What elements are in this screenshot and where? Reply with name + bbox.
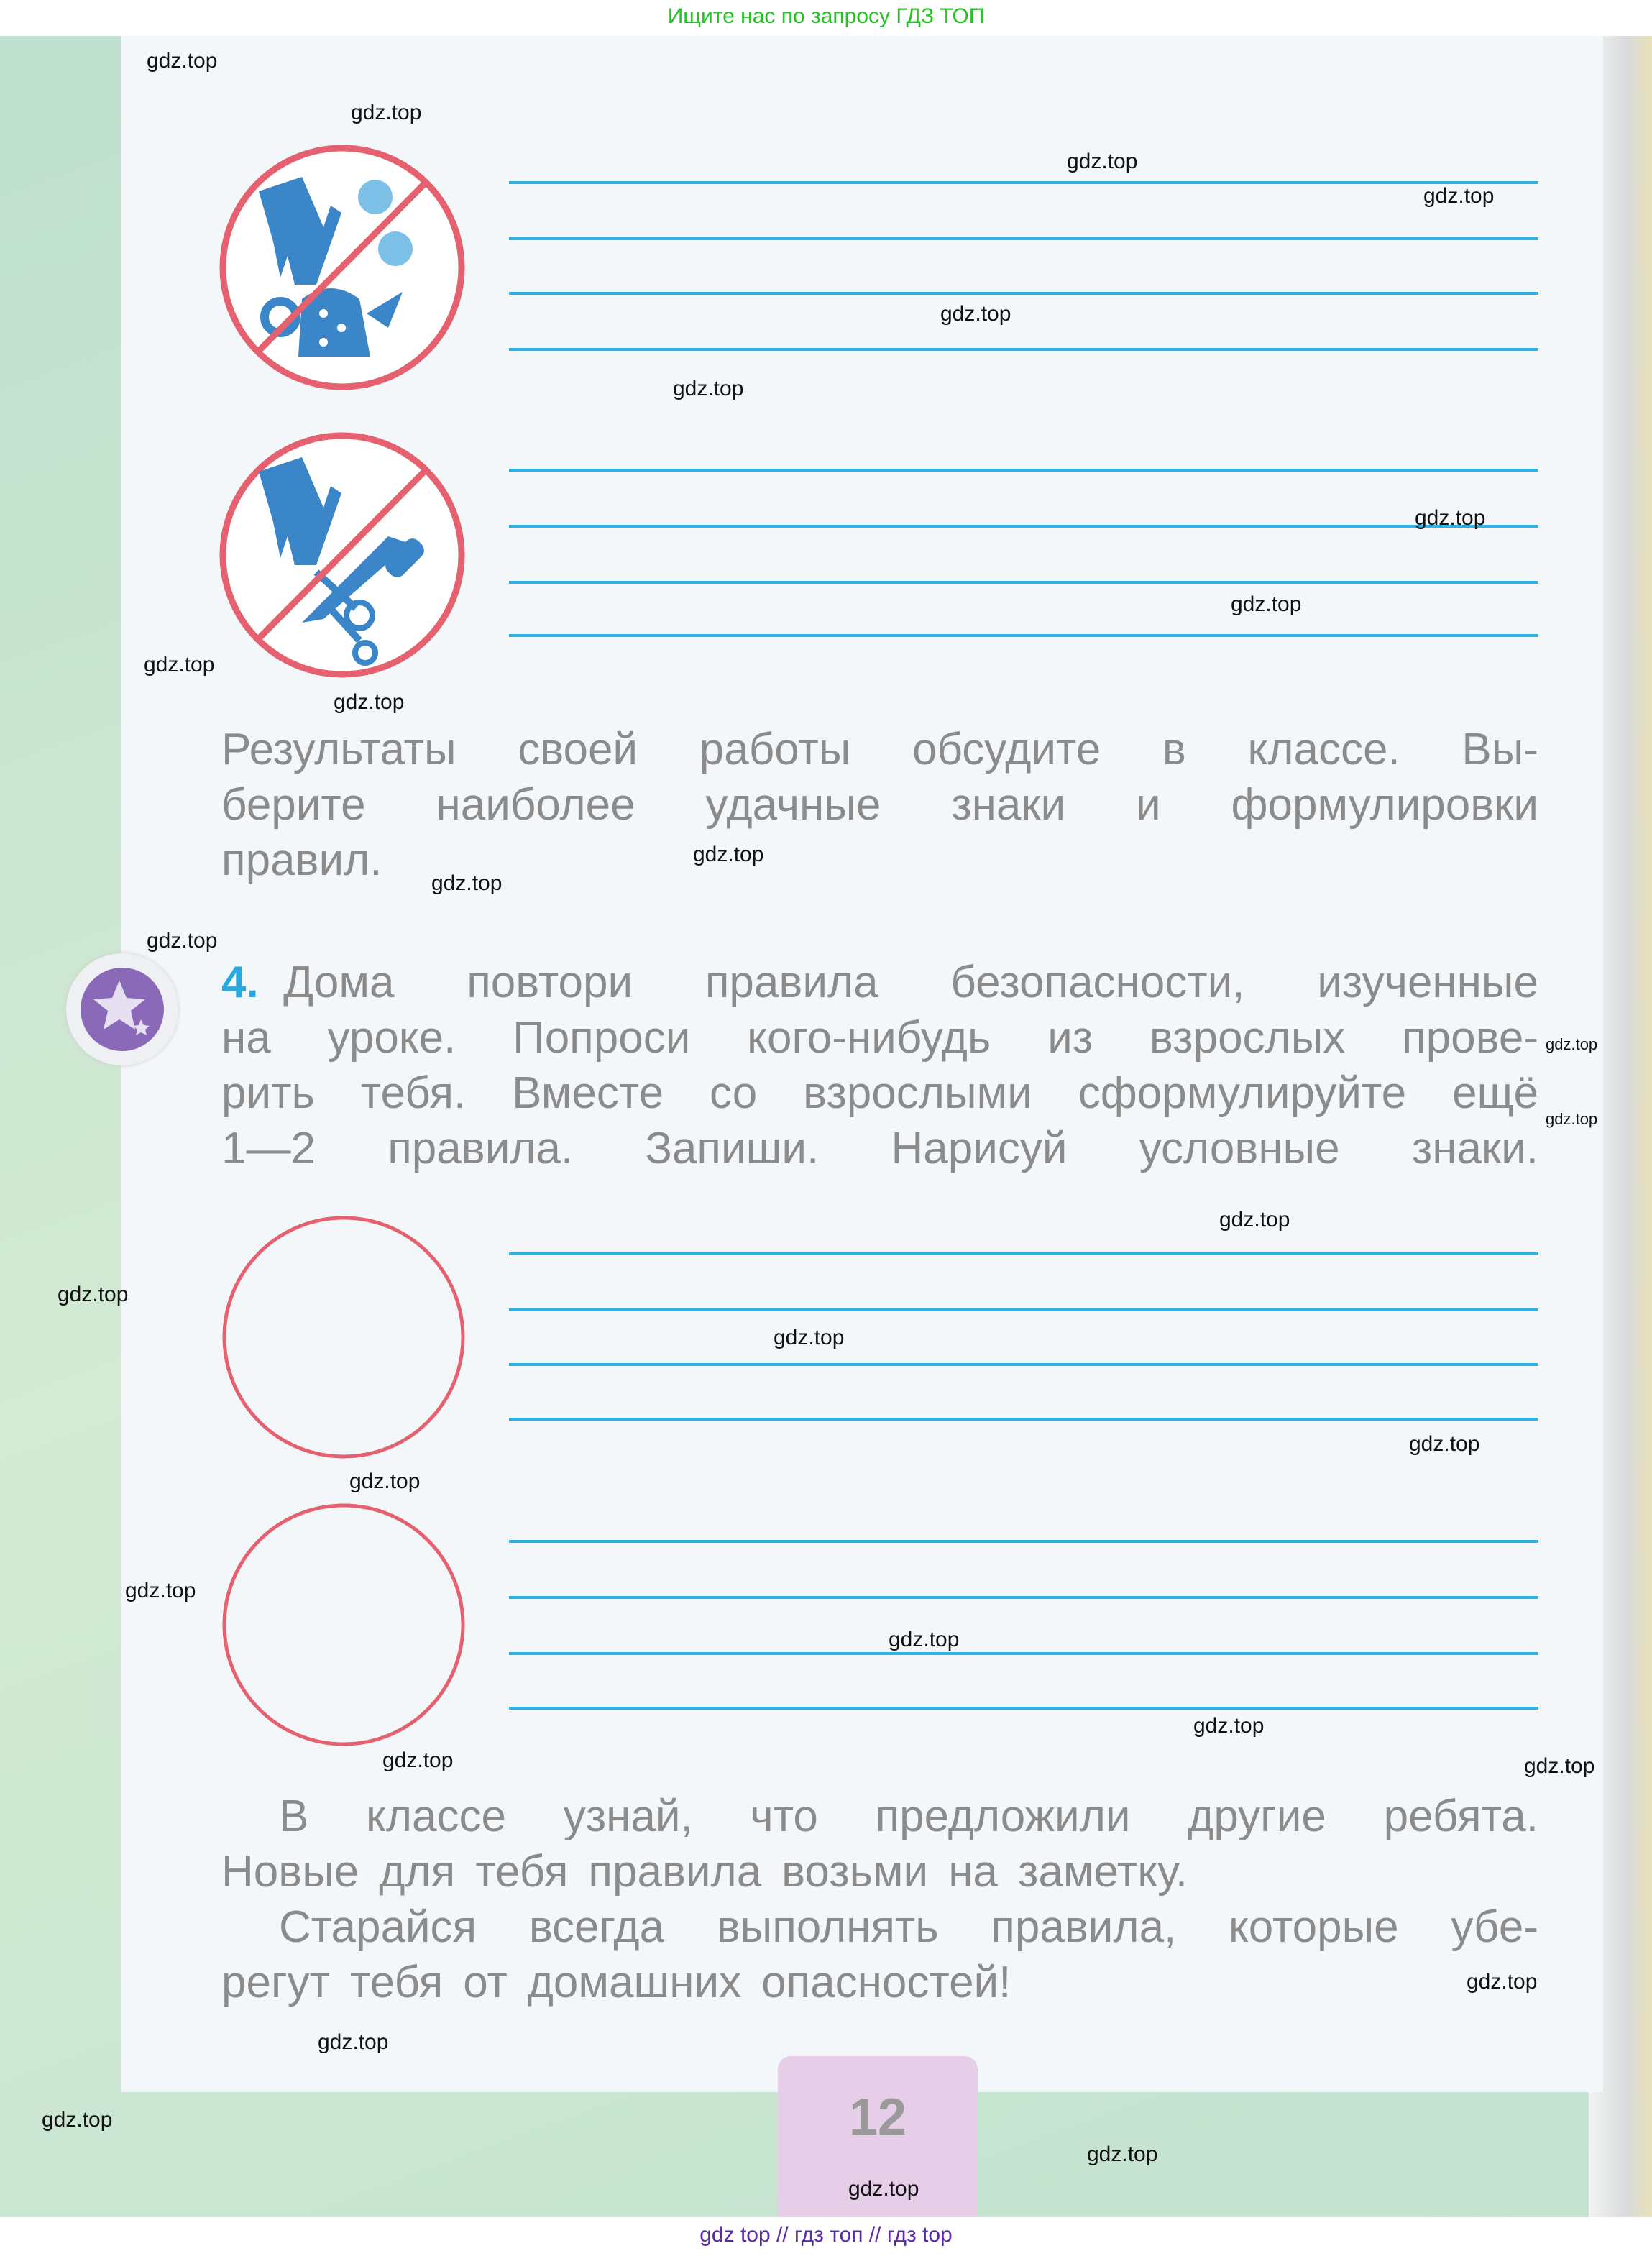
answer-line[interactable] <box>509 237 1538 240</box>
text-line: Результаты своей работы обсудите в классе. Вы- <box>221 725 1538 774</box>
answer-line[interactable] <box>509 1707 1538 1710</box>
text-line: 1—2 правила. Запиши. Нарисуй условные знаки. <box>221 1124 1538 1173</box>
answer-line[interactable] <box>509 181 1538 184</box>
text-line: Старайся всегда выполнять правила, которые убе- <box>279 1902 1538 1952</box>
watermark: gdz.top <box>1467 1970 1538 1994</box>
empty-sign-circle-icon[interactable] <box>220 1501 467 1748</box>
watermark: gdz.top <box>147 929 218 953</box>
text-line: правил. <box>221 835 382 885</box>
watermark: gdz.top <box>848 2177 919 2201</box>
task-line: Дома повтори правила безопасности, изученные <box>283 958 1538 1007</box>
no-hot-kettle-sign-icon <box>216 141 469 394</box>
watermark: gdz.top <box>1067 150 1138 173</box>
watermark: gdz.top <box>125 1579 196 1602</box>
star-badge-icon <box>66 953 178 1065</box>
text-line: берите наиболее удачные знаки и формулировки <box>221 780 1538 830</box>
watermark: gdz.top <box>940 302 1011 326</box>
page-number: 12 <box>848 2088 907 2146</box>
watermark: gdz.top <box>42 2108 113 2132</box>
watermark: gdz.top <box>334 690 405 714</box>
watermark: gdz.top <box>774 1326 845 1349</box>
text-line: на уроке. Попроси кого-нибудь из взрослых прове- <box>221 1013 1538 1063</box>
watermark: gdz.top <box>1546 1110 1598 1128</box>
answer-line[interactable] <box>509 1418 1538 1421</box>
answer-line[interactable] <box>509 1308 1538 1311</box>
watermark: gdz.top <box>1423 184 1495 208</box>
answer-line[interactable] <box>509 292 1538 295</box>
answer-line[interactable] <box>509 525 1538 528</box>
watermark: gdz.top <box>1087 2142 1158 2166</box>
watermark: gdz.top <box>431 871 503 895</box>
answer-line[interactable] <box>509 634 1538 637</box>
watermark: gdz.top <box>351 101 422 124</box>
watermark: gdz.top <box>349 1469 421 1493</box>
watermark: gdz.top <box>1193 1714 1265 1738</box>
text-line <box>221 955 1538 1010</box>
answer-line[interactable] <box>509 1540 1538 1543</box>
watermark: gdz.top <box>889 1628 960 1651</box>
text-line: В классе узнай, что предложили другие ребята. <box>279 1792 1538 1841</box>
watermark: gdz.top <box>147 49 218 73</box>
watermark: gdz.top <box>1546 1035 1598 1053</box>
watermark: gdz.top <box>382 1748 454 1772</box>
answer-line[interactable] <box>509 1596 1538 1599</box>
no-sharp-objects-sign-icon <box>216 428 469 682</box>
answer-line[interactable] <box>509 348 1538 351</box>
answer-line[interactable] <box>509 1252 1538 1255</box>
closing-paragraph <box>221 1789 1538 2010</box>
watermark: gdz.top <box>1219 1208 1290 1232</box>
watermark: gdz.top <box>1409 1432 1480 1456</box>
footer-links[interactable]: gdz top // гдз топ // гдз top <box>0 2217 1652 2256</box>
answer-line[interactable] <box>509 1363 1538 1366</box>
watermark: gdz.top <box>693 843 764 866</box>
task-number: 4. <box>221 958 259 1007</box>
discussion-paragraph <box>221 722 1538 888</box>
watermark: gdz.top <box>318 2030 389 2054</box>
answer-line[interactable] <box>509 469 1538 472</box>
search-banner: Ищите нас по запросу ГДЗ ТОП <box>0 0 1652 36</box>
watermark: gdz.top <box>1524 1754 1595 1778</box>
answer-line[interactable] <box>509 581 1538 584</box>
watermark: gdz.top <box>144 653 215 677</box>
text-line: Новые для тебя правила возьми на заметку. <box>221 1847 1188 1897</box>
watermark: gdz.top <box>1231 592 1302 616</box>
text-line: регут тебя от домашних опасностей! <box>221 1958 1011 2007</box>
text-line: рить тебя. Вместе со взрослыми сформулируйте ещё <box>221 1068 1538 1118</box>
watermark: gdz.top <box>1415 506 1486 530</box>
task-4 <box>221 955 1538 1176</box>
watermark: gdz.top <box>673 377 744 400</box>
watermark: gdz.top <box>58 1283 129 1306</box>
empty-sign-circle-icon[interactable] <box>220 1214 467 1461</box>
answer-line[interactable] <box>509 1652 1538 1655</box>
